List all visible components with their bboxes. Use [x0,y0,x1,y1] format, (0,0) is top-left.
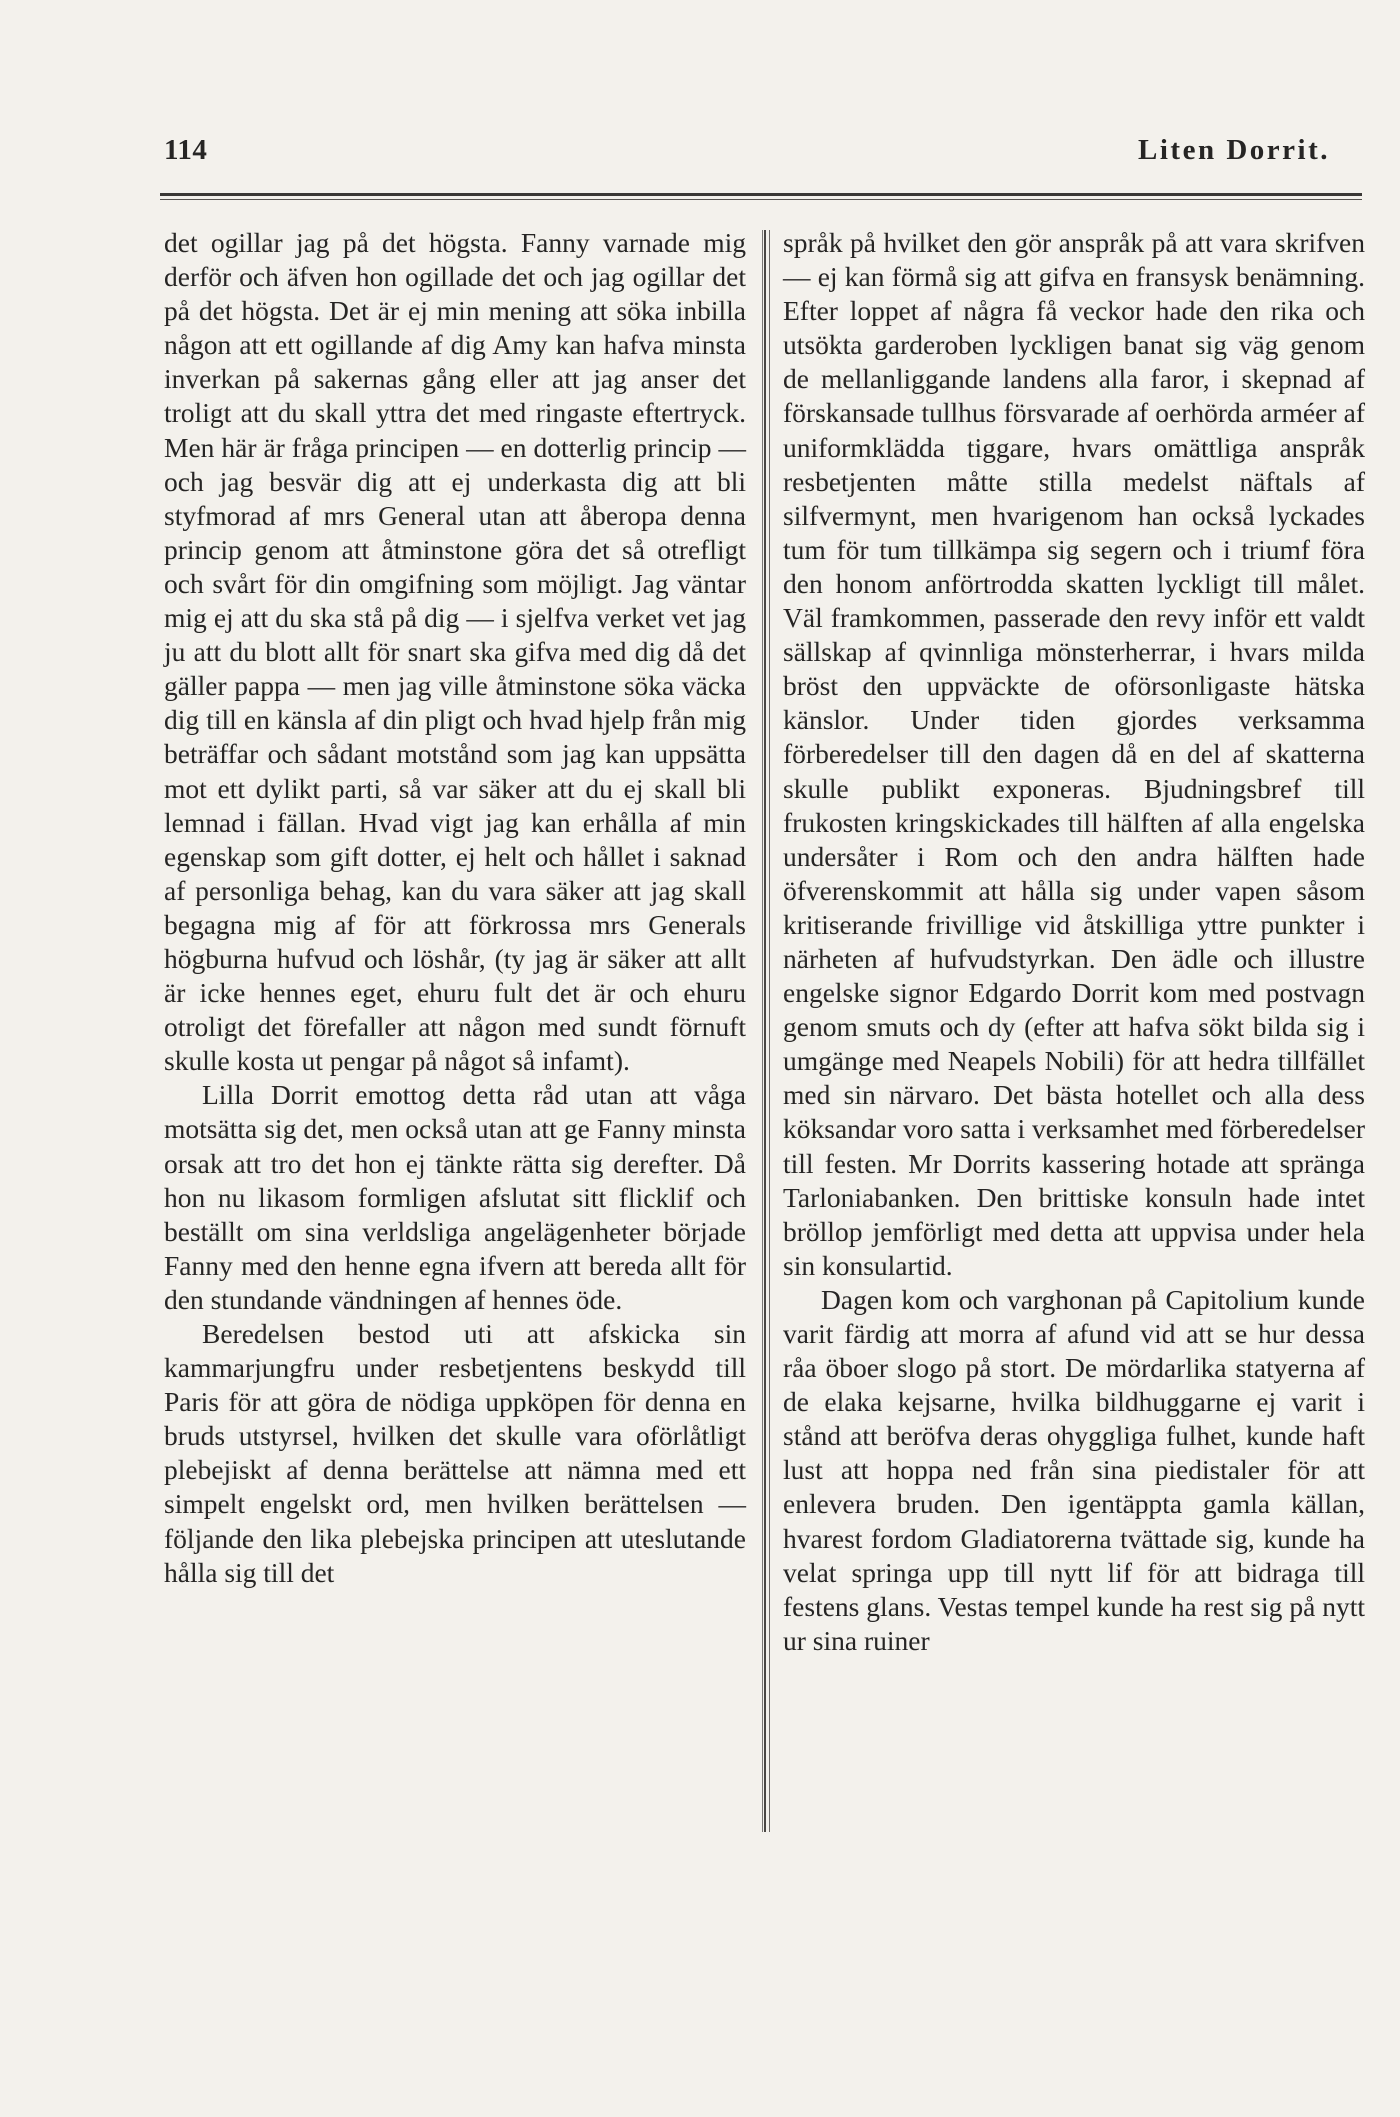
paragraph: Dagen kom och varghonan på Capitolium kunde varit färdig att morra af afund vid att se hur dessa råa öboer slogo på stort. De mördarlika statyerna af de elaka kejsarne, hvilka bildhuggarne ej varit i stånd att beröfva deras ohyggliga fulhet, kunde haft lust att hoppa ned från sina piedistaler för att enlevera bruden. Den igentäppta gamla källan, hvarest fordom Gladiatorerna tvättade sig, kunde ha velat springa upp till nytt lif för att bidraga till festens glans. Vestas tempel kunde ha rest sig på nytt ur sina ruiner [783,1283,1365,1656]
column-divider-left-edge [762,230,763,1832]
column-divider [764,230,766,1832]
paragraph: Beredelsen bestod uti att afskicka sin kammarjungfru under resbetjentens beskydd till Paris för att göra de nödiga uppköpen för denna en bruds utstyrsel, hvilken det skulle vara oförlåtligt plebejiskt af denna berättelse att nämna med ett simpelt engelskt ord, men hvilken berättelsen — följande den lika plebejska principen att uteslutande hålla sig till det [164,1318,746,1588]
header-rule [160,193,1362,196]
running-title: Liten Dorrit. [1138,134,1330,166]
header-rule-thin [160,199,1362,200]
page-number: 114 [164,134,208,166]
right-column [783,226,1365,1658]
paragraph: Lilla Dorrit emottog detta råd utan att våga motsätta sig det, men också utan att ge Fanny minsta orsak att tro det hon ej tänkte rätta sig derefter. Då hon nu likasom formligen afslutat sitt flicklif och beställt om sina verldsliga angelägenheter började Fanny med den henne egna ifvern att bereda allt för den stundande vändningen af hennes öde. [164,1079,746,1315]
paragraph: språk på hvilket den gör anspråk på att vara skrifven — ej kan förmå sig att gifva en fransysk benämning. Efter loppet af några få veckor hade den rika och utsökta garderoben lyckligen banat sig väg genom de mellanliggande landens alla faror, i skepnad af förskansade tullhus försvarade af oerhörda arméer af uniformklädda tiggare, hvars omättliga anspråk resbetjenten måtte stilla medelst näftals af silfvermynt, men hvarigenom han också lyckades tum för tum tillkämpa sig segern och i triumf föra den honom anförtrodda skatten lyckligt till målet. Väl framkommen, passerade den revy inför ett valdt sällskap af qvinnliga mönsterherrar, i hvars milda bröst den uppväckte de oförsonligaste hätska känslor. Under tiden gjordes verksamma förberedelser till den dagen då en del af skatterna skulle publikt exponeras. Bjudningsbref till frukosten kringskickades till hälften af alla engelska undersåter i Rom och den andra hälften hade öfverenskommit att hålla sig under vapen såsom kritiserande frivillige vid åtskilliga yttre punkter i närheten af hufvudstyrkan. Den ädle och illustre engelske signor Edgardo Dorrit kom med postvagn genom smuts och dy (efter att hafva sökt bilda sig i umgänge med Neapels Nobili) för att hedra tillfället med sin närvaro. Det bästa hotellet och alla dess köksandar voro satta i verksamhet med förberedelser till festen. Mr Dorrits kassering hotade att spränga Tarloniabanken. Den brittiske konsuln hade intet bröllop jemförligt med detta att uppvisa under hela sin konsulartid. [783,227,1365,1281]
paragraph: det ogillar jag på det högsta. Fanny varnade mig derför och äfven hon ogillade det och jag ogillar det på det högsta. Det är ej min mening att söka inbilla någon att ett ogillande af dig Amy kan hafva minsta inverkan på sakernas gång eller att jag anser det troligt att du skall yttra det med ringaste eftertryck. Men här är fråga principen — en dotterlig princip — och jag besvär dig att ej underkasta dig att bli styfmorad af mrs General utan att åberopa denna princip genom att åtminstone göra det så otrefligt och svårt för din omgifning som möjligt. Jag väntar mig ej att du ska stå på dig — i sjelfva verket vet jag ju att du blott allt för snart ska gifva med dig då det gäller pappa — men jag ville åtminstone söka väcka dig till en känsla af din pligt och hvad hjelp från mig beträffar och sådant motstånd som jag kan uppsätta mot ett dylikt parti, så var säker att du ej skall bli lemnad i fällan. Hvad vigt jag kan erhålla af min egenskap som gift dotter, ej helt och hållet i saknad af personliga behag, kan du vara säker att jag skall begagna mig af för att förkrossa mrs Generals högburna hufvud och löshår, (ty jag är säker att allt är icke hennes eget, ehuru fult det är och ehuru otroligt det förefaller att någon med sundt förnuft skulle kosta ut pengar på något så infamt). [164,227,746,1077]
column-divider-right-edge [769,230,770,1832]
left-column [164,226,746,1590]
page-header [162,134,1360,174]
